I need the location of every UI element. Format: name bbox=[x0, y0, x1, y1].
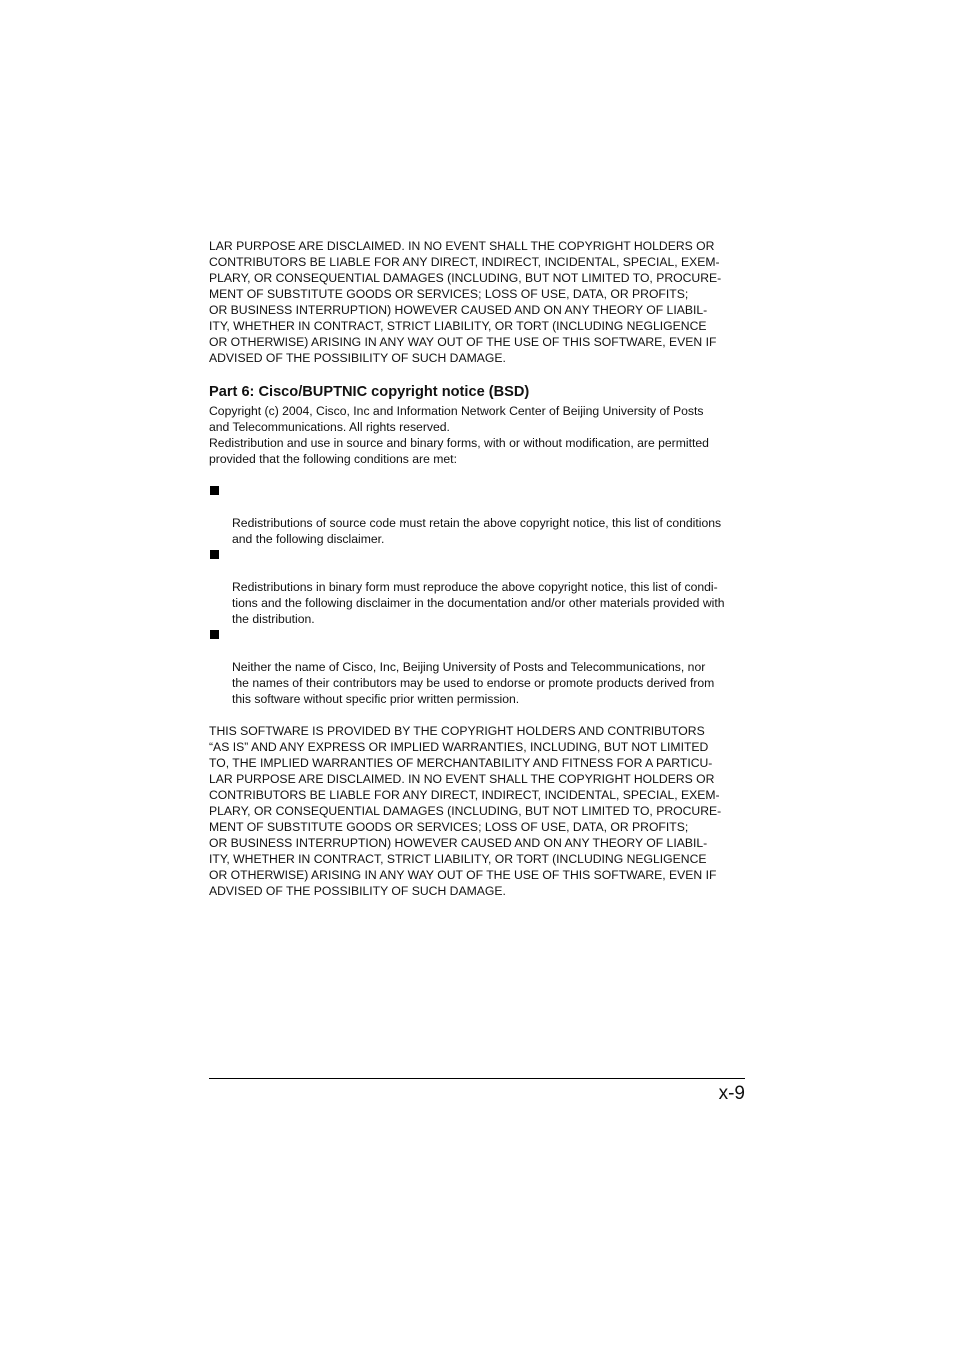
page-number: x-9 bbox=[718, 1083, 745, 1104]
condition-text: Redistributions in binary form must reproduce the above copyright notice, this list of condi- tions and the following disclaimer in the documentation and/or other materials provided with the distribution. bbox=[232, 580, 725, 626]
redistribution-line: Redistribution and use in source and binary forms, with or without modification, are permitted provided that the following conditions are met: bbox=[209, 436, 709, 466]
square-bullet-icon bbox=[210, 630, 219, 639]
conditions-list bbox=[209, 483, 749, 707]
condition-item bbox=[209, 627, 749, 707]
square-bullet-icon bbox=[210, 486, 219, 495]
condition-item bbox=[209, 483, 749, 547]
page-content bbox=[209, 238, 749, 899]
condition-text: Redistributions of source code must retain the above copyright notice, this list of conditions and the following disclaimer. bbox=[232, 516, 722, 546]
footer-divider bbox=[209, 1078, 745, 1079]
copyright-line: Copyright (c) 2004, Cisco, Inc and Information Network Center of Beijing University of Posts and Telecommunications. All rights reserved. bbox=[209, 404, 704, 434]
condition-item bbox=[209, 547, 749, 627]
condition-text: Neither the name of Cisco, Inc, Beijing University of Posts and Telecommunications, nor the names of their contributors may be used to endorse or promote products derived from this software without specific prior written permission. bbox=[232, 660, 715, 706]
section-heading: Part 6: Cisco/BUPTNIC copyright notice (BSD) bbox=[209, 384, 530, 400]
disclaimer-paragraph: THIS SOFTWARE IS PROVIDED BY THE COPYRIGHT HOLDERS AND CONTRIBUTORS “AS IS” AND ANY EXPRESS OR IMPLIED WARRANTIES, INCLUDING, BUT NOT LIMITED TO, THE IMPLIED WARRANTIES OF MERCHANTABILITY AND FITNESS FOR A PARTICU- LAR PURPOSE ARE DISCLAIMED. IN NO EVENT SHALL THE COPYRIGHT HOLDERS OR CONTRIBUTORS BE LIABLE FOR ANY DIRECT, INDIRECT, INCIDENTAL, SPECIAL, EXEM- PLARY, OR CONSEQUENTIAL DAMAGES (INCLUDING, BUT NOT LIMITED TO, PROCURE- MENT OF SUBSTITUTE GOODS OR SERVICES; LOSS OF USE, DATA, OR PROFITS; OR BUSINESS INTERRUPTION) HOWEVER CAUSED AND ON ANY THEORY OF LIABIL- ITY, WHETHER IN CONTRACT, STRICT LIABILITY, OR TORT (INCLUDING NEGLIGENCE OR OTHERWISE) ARISING IN ANY WAY OUT OF THE USE OF THIS SOFTWARE, EVEN IF ADVISED OF THE POSSIBILITY OF SUCH DAMAGE. bbox=[209, 724, 722, 898]
intro-paragraph: LAR PURPOSE ARE DISCLAIMED. IN NO EVENT SHALL THE COPYRIGHT HOLDERS OR CONTRIBUTORS BE LIABLE FOR ANY DIRECT, INDIRECT, INCIDENTAL, SPECIAL, EXEM- PLARY, OR CONSEQUENTIAL DAMAGES (INCLUDING, BUT NOT LIMITED TO, PROCURE- MENT OF SUBSTITUTE GOODS OR SERVICES; LOSS OF USE, DATA, OR PROFITS; OR BUSINESS INTERRUPTION) HOWEVER CAUSED AND ON ANY THEORY OF LIABIL- ITY, WHETHER IN CONTRACT, STRICT LIABILITY, OR TORT (INCLUDING NEGLIGENCE OR OTHERWISE) ARISING IN ANY WAY OUT OF THE USE OF THIS SOFTWARE, EVEN IF ADVISED OF THE POSSIBILITY OF SUCH DAMAGE. bbox=[209, 239, 722, 365]
square-bullet-icon bbox=[210, 550, 219, 559]
